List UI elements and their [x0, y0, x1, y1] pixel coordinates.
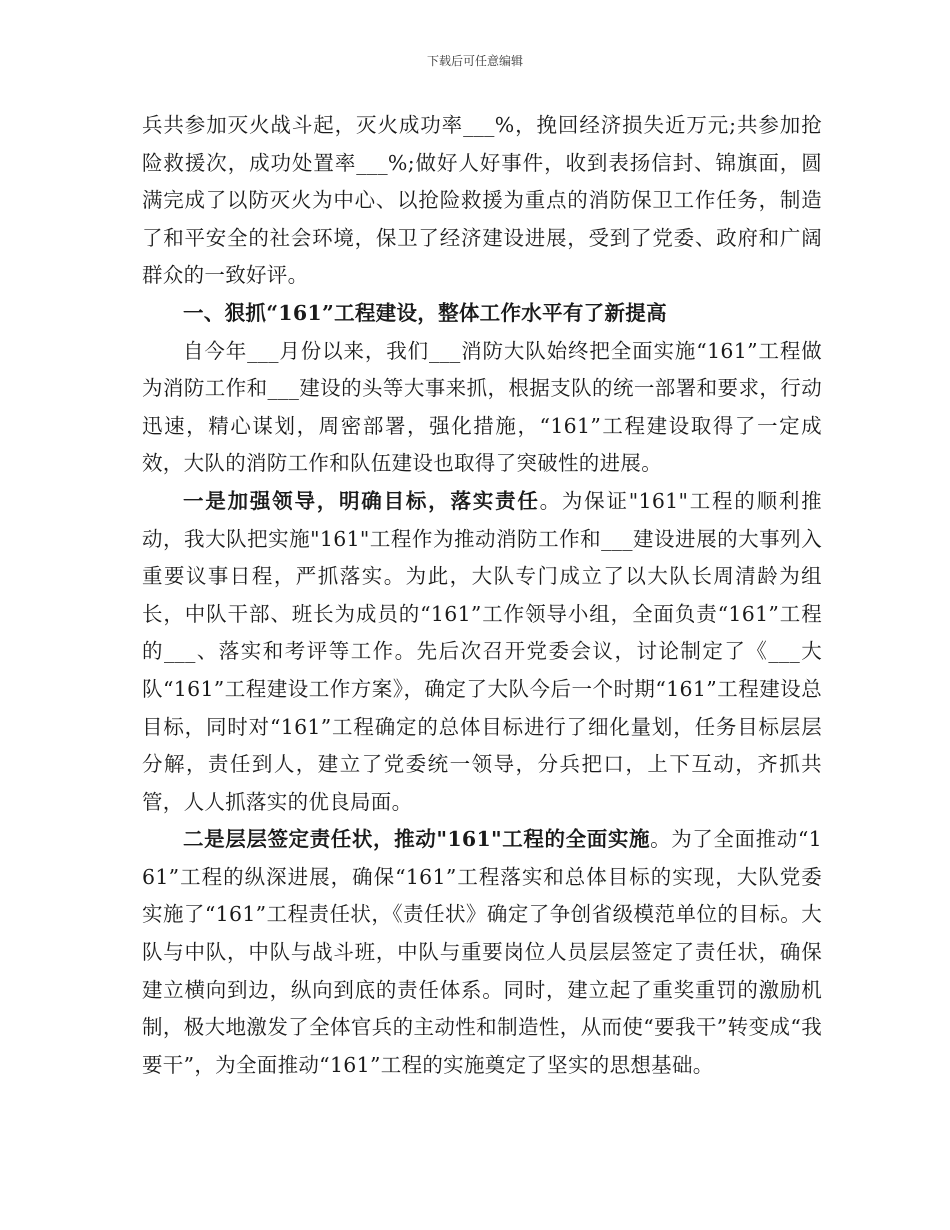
point-2-body: 。为了全面推动“161”工程的纵深进展，确保“161”工程落实和总体目标的实现，大队党委实施了“161”工程责任状，《责任状》确定了争创省级模范单位的目标。大队与中队，中队与战斗班，中队与重要岗位人员层层签定了责任状，确保建立横向到边，纵向到底的责任体系。同时，建立起了重奖重罚的激励机制，极大地激发了全体官兵的主动性和制造性，从而使“要我干”转变成“我要干”，为全面推动“161”工程的实施奠定了坚实的思想基础。	[142, 827, 822, 1077]
paragraph-intro: 兵共参加灭火战斗起，灭火成功率___%，挽回经济损失近万元;共参加抢险救援次，成功处置率___%;做好人好事件，收到表扬信封、锦旗面，圆满完成了以防灭火为中心、以抢险救援为重点的消防保卫工作任务，制造了和平安全的社会环境，保卫了经济建设进展，受到了党委、政府和广阔群众的一致好评。	[142, 113, 822, 288]
paragraph-section-1: 自今年___月份以来，我们___消防大队始终把全面实施“161”工程做为消防工作和___建设的头等大事来抓，根据支队的统一部署和要求，行动迅速，精心谋划，周密部署，强化措施，“161”工程建设取得了一定成效，大队的消防工作和队伍建设也取得了突破性的进展。	[142, 338, 822, 476]
paragraph-point-1	[142, 483, 822, 821]
point-1-lead: 一是加强领导，明确目标，落实责任	[183, 488, 540, 513]
page-header: 下载后可任意编辑	[426, 54, 523, 68]
point-2-lead: 二是层层签定责任状，推动"161"工程的全面实施	[183, 827, 651, 852]
point-1-body: 。为保证"161"工程的顺利推动，我大队把实施"161"工程作为推动消防工作和___建设进展的大事列入重要议事日程，严抓落实。为此，大队专门成立了以大队长周清龄为组长，中队干部、班长为成员的“161”工作领导小组，全面负责“161”工程的___、落实和考评等工作。先后次召开党委会议，讨论制定了《___大队“161”工程建设工作方案》，确定了大队今后一个时期“161”工程建设总目标，同时对“161”工程确定的总体目标进行了细化量划，任务目标层层分解，责任到人，建立了党委统一领导，分兵把口，上下互动，齐抓共管，人人抓落实的优良局面。	[142, 488, 822, 814]
paragraph-point-2	[142, 821, 822, 1084]
document-body	[142, 107, 822, 1084]
section-heading-1: 一、狠抓“161”工程建设，整体工作水平有了新提高	[183, 300, 667, 325]
